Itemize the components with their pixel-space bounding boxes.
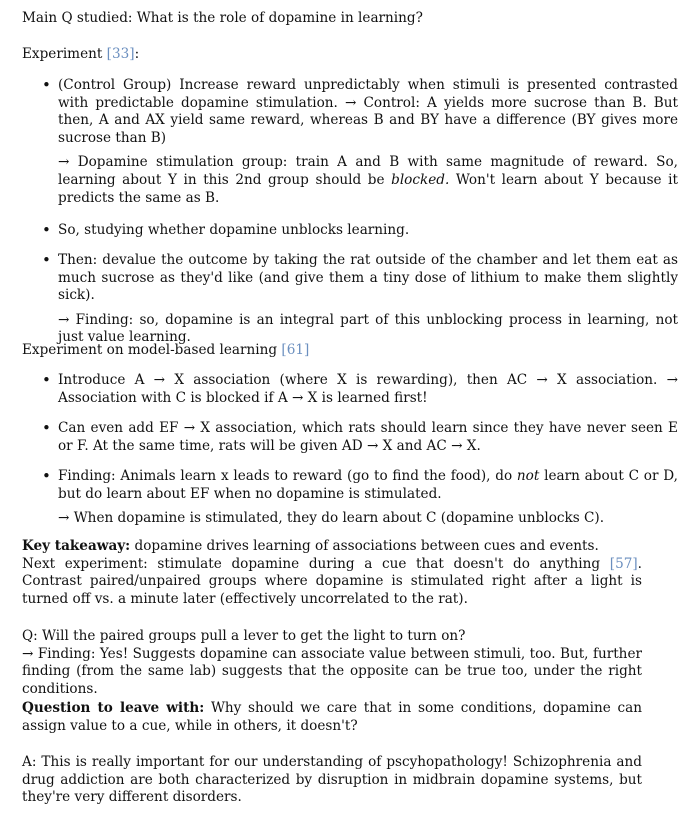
bullet-icon: • xyxy=(42,76,51,94)
exp2-bullet-3-sub: → When dopamine is stimulated, they do learn about C (dopamine unblocks C). xyxy=(58,510,605,527)
exp2-bullet-3-t1: Finding: Animals learn x leads to reward (go to find the food), do xyxy=(58,468,517,484)
experiment-1-colon: : xyxy=(134,46,140,62)
exp2-bullet-2-text: Can even add EF → X association, which rats should learn since they have never seen E or F. At the same time, rats will be given AD → X and AC → X. xyxy=(58,420,678,454)
leave-question-text: Why should we care that in some conditions, dopamine can assign value to a cue, while in others, it doesn't? xyxy=(22,700,642,734)
experiment-2-heading xyxy=(22,342,309,360)
key-takeaway-line xyxy=(22,538,642,556)
key-takeaway-label: Key takeaway: xyxy=(22,538,131,554)
exp2-bullet-3-t2: learn about C or D, but do learn about EF when no dopamine is stimulated. xyxy=(58,468,678,502)
exp1-bullet-2 xyxy=(22,222,678,240)
experiment-1-label: Experiment xyxy=(22,46,103,62)
exp1-bullet-2-text: So, studying whether dopamine unblocks learning. xyxy=(58,222,410,238)
bullet-icon: • xyxy=(42,371,51,389)
exp2-bullet-1-text: Introduce A → X association (where X is rewarding), then AC → X association. → Association with C is blocked if A → X is learned first! xyxy=(58,372,678,406)
answer: A: This is really important for our understanding of pscyhopathology! Schizophrenia and drug addiction are both characterized by disruption in midbrain dopamine systems, but they're very different disorders. xyxy=(22,754,642,806)
exp1-bullet-1-sub-em: blocked. xyxy=(391,171,450,188)
next-experiment-a: Next experiment: stimulate dopamine during a cue that doesn't do anything xyxy=(22,555,610,572)
exp1-bullet-1-sub xyxy=(58,154,678,207)
exp1-bullet-1-sub-a: → Dopamine stimulation group: train A and B with same magnitude of reward. So, learning about Y in this 2nd group should be xyxy=(58,154,678,188)
exp2-bullet-3-em: not xyxy=(516,468,540,484)
key-takeaway xyxy=(22,538,642,608)
bullet-icon: • xyxy=(42,419,51,437)
leave-question-label: Question to leave with: xyxy=(22,700,205,716)
exp1-bullet-3 xyxy=(22,252,678,347)
exp2-bullet-3 xyxy=(22,468,678,528)
exp2-bullet-1 xyxy=(22,372,678,407)
finding: → Finding: Yes! Suggests dopamine can associate value between stimuli, too. But, further finding (from the same lab) suggests that the opposite can be true too, under the right conditions. xyxy=(22,645,642,697)
key-takeaway-text: dopamine drives learning of associations between cues and events. xyxy=(130,538,599,554)
experiment-1-heading xyxy=(22,46,139,64)
leave-question xyxy=(22,700,642,735)
bullet-icon: • xyxy=(42,467,51,485)
exp1-bullet-1-text: (Control Group) Increase reward unpredictably when stimuli is presented contrasted with predictable dopamine stimulation. → Control: A yields more sucrose than B. But then, A and AX yield same reward, whereas B and BY have a difference (BY gives more sucrose than B) xyxy=(58,77,678,146)
next-experiment xyxy=(22,556,642,609)
exp1-bullet-3-text: Then: devalue the outcome by taking the rat outside of the chamber and let them eat as much sucrose as they'd like (and give them a tiny dose of lithium to make them slightly sick). xyxy=(58,252,678,304)
exp1-bullet-1 xyxy=(22,77,678,207)
citation-61[interactable]: [61] xyxy=(281,342,310,358)
exp1-bullet-1-sub-b: Won't learn about Y because it predicts the same as B. xyxy=(58,171,678,206)
bullet-icon: • xyxy=(42,251,51,269)
bullet-icon: • xyxy=(42,221,51,239)
leave-question-line xyxy=(22,700,642,735)
exp2-bullet-2 xyxy=(22,420,678,455)
next-experiment-b: . Contrast paired/unpaired groups where dopamine is stimulated right after a light is turned off vs. a minute later (effectively uncorrelated to the rat). xyxy=(22,555,642,607)
question: Q: Will the paired groups pull a lever to get the light to turn on? xyxy=(22,628,466,644)
main-question: Main Q studied: What is the role of dopamine in learning? xyxy=(22,10,423,26)
exp2-bullet-3-text xyxy=(58,468,678,503)
qa-block xyxy=(22,628,642,698)
exp1-bullet-3-sub: → Finding: so, dopamine is an integral part of this unblocking process in learning, not just value learning. xyxy=(58,311,678,346)
citation-57[interactable]: [57] xyxy=(609,555,638,572)
citation-33[interactable]: [33] xyxy=(106,46,135,62)
experiment-2-label: Experiment on model-based learning xyxy=(22,342,278,358)
